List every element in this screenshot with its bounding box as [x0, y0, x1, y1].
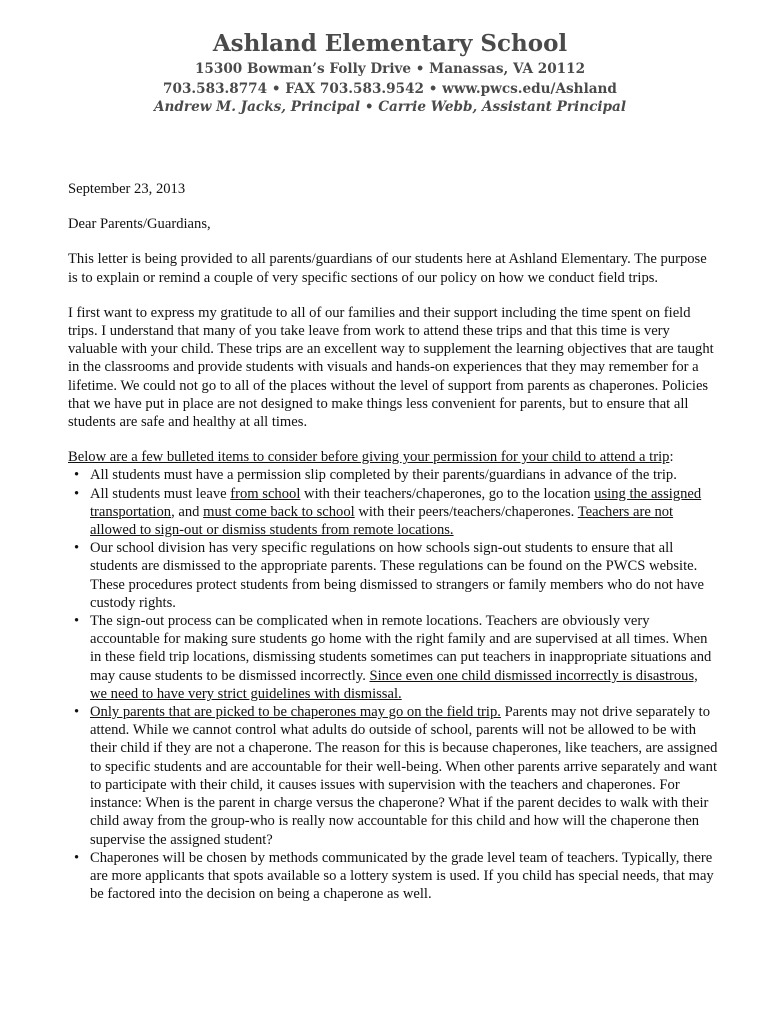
- school-staff: Andrew M. Jacks, Principal • Carrie Webb, Assistant Principal: [153, 99, 627, 115]
- letter-body: [68, 180, 718, 903]
- bullet-item-regulations: [68, 539, 718, 612]
- underlined-text: from school: [230, 485, 301, 502]
- underlined-text: using the assigned transportation: [90, 485, 702, 520]
- bullet-item-chaperone-selection: [68, 849, 718, 904]
- bullet-text: All students must leave: [90, 485, 231, 502]
- bullet-text: Chaperones will be chosen by methods communicated by the grade level team of teachers. Typically, there are more applicants that spots available so a lottery system is used. If you child has special needs, that may be factored into the decision on being a chaperone as well.: [90, 849, 714, 903]
- bullet-icon: •: [74, 704, 80, 721]
- bullet-text: with their teachers/chaperones, go to the location: [300, 485, 595, 502]
- school-contact: 703.583.8774 • FAX 703.583.9542 • www.pwcs.edu/Ashland: [163, 81, 617, 97]
- bullet-icon: •: [74, 849, 80, 866]
- list-heading-colon: :: [669, 449, 674, 466]
- intro-paragraph: This letter is being provided to all parents/guardians of our students here at Ashland Elementary. The purpose is to explain or remind a couple of very specific sections of our policy on how we conduct field trips.: [68, 251, 707, 286]
- bullet-text: Parents may not drive separately to attend. While we cannot control what adults do outside of school, parents will not be allowed to be with their child if they are not a chaperone. The reason for this is because chaperones, like teachers, are assigned to specific students and are accountable for their well-being. When other parents arrive separately and want to participate with their child, it causes issues with supervision with the teachers and chaperones. For instance: When is the parent in charge versus the chaperone? What if the parent decides to walk with their child away from the group-who is really now accountable for this child and how will the chaperone then supervise the assigned student?: [90, 704, 718, 848]
- bullet-icon: •: [74, 613, 80, 630]
- bullet-item-chaperones-only: [68, 703, 718, 849]
- bullet-text: The sign-out process can be complicated when in remote locations. Teachers are obviously very accountable for making sure students go home with the right family and are supervised at all times. When in these field trip locations, dismissing students sometimes can put teachers in inappropriate situations and may cause students to be dismissed incorrectly.: [90, 613, 712, 684]
- bullet-item-permission-slip: [68, 466, 718, 484]
- bullet-item-sign-out: [68, 612, 718, 703]
- school-address: 15300 Bowman’s Folly Drive • Manassas, VA 20112: [194, 61, 586, 77]
- underlined-text: Only parents that are picked to be chaperones may go on the field trip.: [90, 704, 501, 721]
- list-heading: [68, 448, 718, 466]
- bullet-text: with their peers/teachers/chaperones.: [354, 503, 578, 520]
- underlined-text: Teachers are not allowed to sign-out or dismiss students from remote locations.: [90, 503, 674, 539]
- bullet-icon: •: [74, 485, 80, 502]
- policy-bullet-list: [68, 466, 718, 903]
- underlined-text: must come back to school: [203, 503, 355, 520]
- letterhead: [0, 30, 770, 115]
- bullet-icon: •: [74, 540, 80, 557]
- school-name: Ashland Elementary School: [212, 30, 568, 57]
- list-heading-text: Below are a few bulleted items to consider before giving your permission for your child to attend a trip: [68, 449, 670, 466]
- bullet-text: All students must have a permission slip completed by their parents/guardians in advance of the trip.: [90, 467, 677, 484]
- letter-salutation: Dear Parents/Guardians,: [68, 216, 211, 233]
- bullet-text: Our school division has very specific regulations on how schools sign-out students to ensure that all students are dismissed to the appropriate parents. These regulations can be found on the PWCS website. These procedures protect students from being dismissed to strangers or family members who do not have custody rights.: [90, 540, 705, 611]
- bullet-item-transportation: [68, 485, 718, 540]
- bullet-text: , and: [171, 503, 204, 520]
- gratitude-paragraph: I first want to express my gratitude to all of our families and their support including the time spent on field trips. I understand that many of you take leave from work to attend these trips and that this time is very valuable with your child. These trips are an excellent way to supplement the learning objectives that are taught in the classrooms and provide students with visuals and hands-on experiences that they may remember for a lifetime. We could not go to all of the places without the level of support from parents as chaperones. Policies that we have put in place are not designed to make things less convenient for parents, but to ensure that all students are safe and healthy at all times.: [68, 304, 714, 431]
- bullet-icon: •: [74, 467, 80, 484]
- underlined-text: Since even one child dismissed incorrectly is disastrous, we need to have very strict guidelines with dismissal.: [90, 667, 698, 702]
- letter-date: September 23, 2013: [68, 181, 186, 197]
